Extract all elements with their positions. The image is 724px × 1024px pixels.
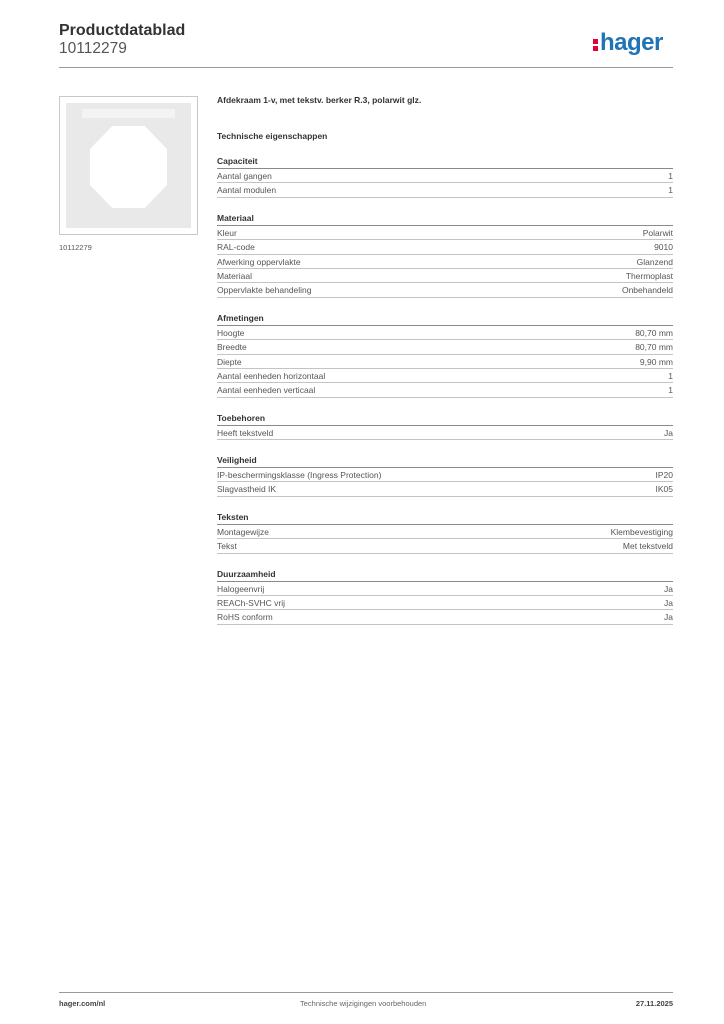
product-image — [59, 96, 198, 235]
property-value: Ja — [664, 612, 673, 623]
cover-frame-image — [66, 103, 191, 228]
property-row — [217, 525, 673, 539]
property-value: Onbehandeld — [621, 285, 673, 296]
property-value: 1 — [668, 185, 673, 196]
property-label: RoHS conform — [217, 612, 273, 623]
property-value: 1 — [668, 370, 673, 381]
property-row — [217, 610, 673, 624]
property-value: Klembevestiging — [610, 526, 673, 537]
property-label: Oppervlakte behandeling — [217, 285, 312, 296]
property-label: IP-beschermingsklasse (Ingress Protection) — [217, 470, 382, 481]
footer-date: 27.11.2025 — [635, 999, 673, 1008]
property-label: Afwerking oppervlakte — [217, 256, 301, 267]
tech-properties-heading: Technische eigenschappen — [217, 131, 328, 141]
property-label: Kleur — [217, 227, 237, 238]
property-row — [217, 596, 673, 610]
property-row — [217, 326, 673, 340]
property-label: REACh-SVHC vrij — [217, 598, 286, 609]
section — [217, 213, 673, 298]
footer-website: hager.com/nl — [59, 999, 106, 1008]
section-title: Veiligheid — [217, 455, 673, 468]
property-row — [217, 169, 673, 183]
properties-panel — [217, 95, 673, 625]
property-value: 1 — [668, 385, 673, 396]
section-title: Afmetingen — [217, 313, 673, 326]
page-title: Productdatablad — [59, 22, 186, 39]
section — [217, 413, 673, 440]
property-value: Glanzend — [636, 256, 673, 267]
section-title: Toebehoren — [217, 413, 673, 426]
property-value: 80,70 mm — [635, 342, 673, 353]
property-row — [217, 369, 673, 383]
property-label: Diepte — [217, 356, 242, 367]
product-code: 10112279 — [59, 40, 127, 57]
logo-dots-icon — [593, 35, 598, 50]
property-value: Polarwit — [642, 227, 673, 238]
property-value: 9,90 mm — [639, 356, 673, 367]
section — [217, 512, 673, 554]
property-value: Ja — [664, 583, 673, 594]
property-label: Tekst — [217, 541, 237, 552]
section-title: Capaciteit — [217, 156, 673, 169]
property-label: Slagvastheid IK — [217, 484, 277, 495]
footer-disclaimer: Technische wijzigingen voorbehouden — [300, 999, 427, 1008]
property-row — [217, 539, 673, 553]
frame-opening — [90, 126, 167, 208]
property-value: 9010 — [654, 242, 673, 253]
property-label: Aantal eenheden verticaal — [217, 385, 316, 396]
property-row — [217, 255, 673, 269]
property-value: 80,70 mm — [635, 327, 673, 338]
property-row — [217, 269, 673, 283]
property-value: Ja — [664, 427, 673, 438]
property-row — [217, 482, 673, 496]
property-label: Materiaal — [217, 270, 252, 281]
property-row — [217, 383, 673, 397]
property-value: IK05 — [655, 484, 673, 495]
section — [217, 156, 673, 198]
section-title: Duurzaamheid — [217, 569, 673, 582]
property-row — [217, 240, 673, 254]
property-label: Aantal modulen — [217, 185, 277, 196]
section — [217, 455, 673, 497]
property-row — [217, 183, 673, 197]
property-row — [217, 426, 673, 440]
section-title: Teksten — [217, 512, 673, 525]
property-label: Aantal eenheden horizontaal — [217, 370, 326, 381]
property-row — [217, 226, 673, 240]
property-value: 1 — [668, 171, 673, 181]
property-row — [217, 468, 673, 482]
property-label: RAL-code — [217, 242, 255, 253]
property-label: Aantal gangen — [217, 171, 272, 181]
section — [217, 569, 673, 625]
section — [217, 313, 673, 398]
property-label: Breedte — [217, 342, 247, 353]
image-caption: 10112279 — [59, 243, 92, 252]
header-divider — [59, 67, 673, 68]
section-title: Materiaal — [217, 213, 673, 226]
property-row — [217, 355, 673, 369]
property-label: Heeft tekstveld — [217, 427, 274, 438]
text-field-area — [82, 109, 175, 118]
property-value: Thermoplast — [625, 270, 673, 281]
hager-logo — [593, 29, 663, 57]
property-row — [217, 340, 673, 354]
sections-container — [217, 156, 673, 625]
property-label: Montagewijze — [217, 526, 269, 537]
property-row — [217, 582, 673, 596]
property-value: IP20 — [655, 470, 673, 481]
property-row — [217, 283, 673, 297]
property-value: Ja — [664, 598, 673, 609]
property-label: Halogeenvrij — [217, 583, 265, 594]
footer-divider — [59, 992, 673, 993]
logo-text: hager — [600, 29, 663, 56]
property-label: Hoogte — [217, 327, 245, 338]
product-title: Afdekraam 1-v, met tekstv. berker R.3, polarwit glz. — [217, 95, 422, 105]
property-value: Met tekstveld — [622, 541, 673, 552]
